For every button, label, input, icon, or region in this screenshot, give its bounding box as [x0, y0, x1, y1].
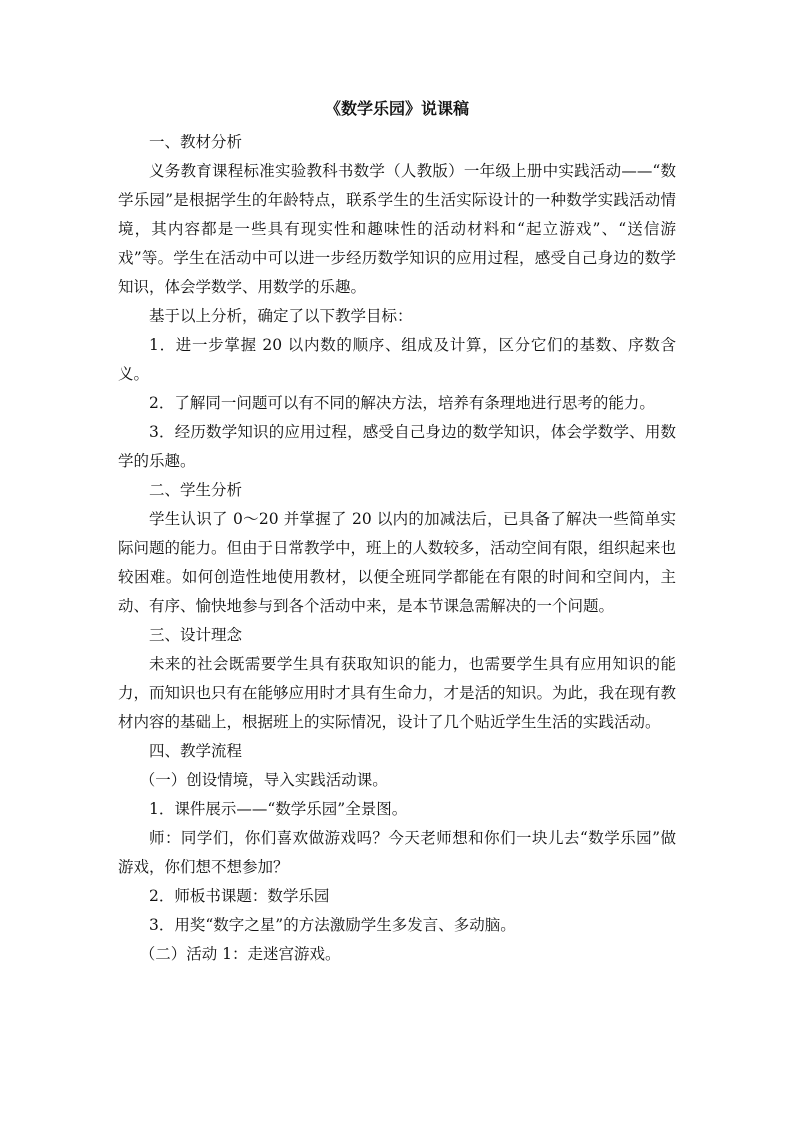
document-title: 《数学乐园》说课稿: [324, 99, 469, 118]
process-step-3: 3．用奖“数字之星”的方法激励学生多发言、多动脑。: [149, 916, 516, 934]
paragraph-student-analysis: 学生认识了 0～20 并掌握了 20 以内的加减法后，已具备了解决一些简单实际问题的能力。但由于日常教学中，班上的人数较多，活动空间有限，组织起来也较困难。如何创造性地使用教材，以便全班同学都能在有限的时间和空间内，主动、有序、愉快地参与到各个活动中来，是本节课急需解决的一个问题。: [118, 510, 677, 615]
section-heading-design-concept: 三、设计理念: [149, 626, 243, 644]
subsection-heading-2: （二）活动 1：走迷宫游戏。: [139, 945, 341, 963]
section-heading-textbook-analysis: 一、教材分析: [149, 133, 243, 151]
section-heading-student-analysis: 二、学生分析: [149, 481, 243, 499]
paragraph-textbook-description: 义务教育课程标准实验教科书数学（人教版）一年级上册中实践活动——“数学乐园”是根据学生的年龄特点，联系学生的生活实际设计的一种数学实践活动情境，其内容都是一些具有现实性和趣味性的活动材料和“起立游戏”、“送信游戏”等。学生在活动中可以进一步经历数学知识的应用过程，感受自己身边的数学知识，体会学数学、用数学的乐趣。: [118, 162, 676, 296]
section-heading-teaching-process: 四、教学流程: [149, 742, 243, 760]
subsection-heading-1: （一）创设情境，导入实践活动课。: [139, 771, 388, 789]
goal-item-3: 3．经历数学知识的应用过程，感受自己身边的数学知识，体会学数学、用数学的乐趣。: [118, 423, 676, 470]
paragraph-design-concept: 未来的社会既需要学生具有获取知识的能力，也需要学生具有应用知识的能力，而知识也只有在能够应用时才具有生命力，才是活的知识。为此，我在现有教材内容的基础上，根据班上的实际情况，设计了几个贴近学生生活的实践活动。: [118, 655, 677, 731]
goal-item-2: 2．了解同一问题可以有不同的解决方法，培养有条理地进行思考的能力。: [149, 394, 655, 412]
teacher-dialogue: 师：同学们，你们喜欢做游戏吗？今天老师想和你们一块儿去“数学乐园”做游戏，你们想不想参加？: [118, 829, 676, 876]
paragraph-goals-intro: 基于以上分析，确定了以下教学目标：: [149, 307, 413, 325]
process-step-2: 2．师板书课题：数学乐园: [149, 887, 330, 905]
process-step-1: 1．课件展示——“数学乐园”全景图。: [149, 800, 408, 818]
goal-item-1: 1．进一步掌握 20 以内数的顺序、组成及计算，区分它们的基数、序数含义。: [118, 336, 676, 383]
